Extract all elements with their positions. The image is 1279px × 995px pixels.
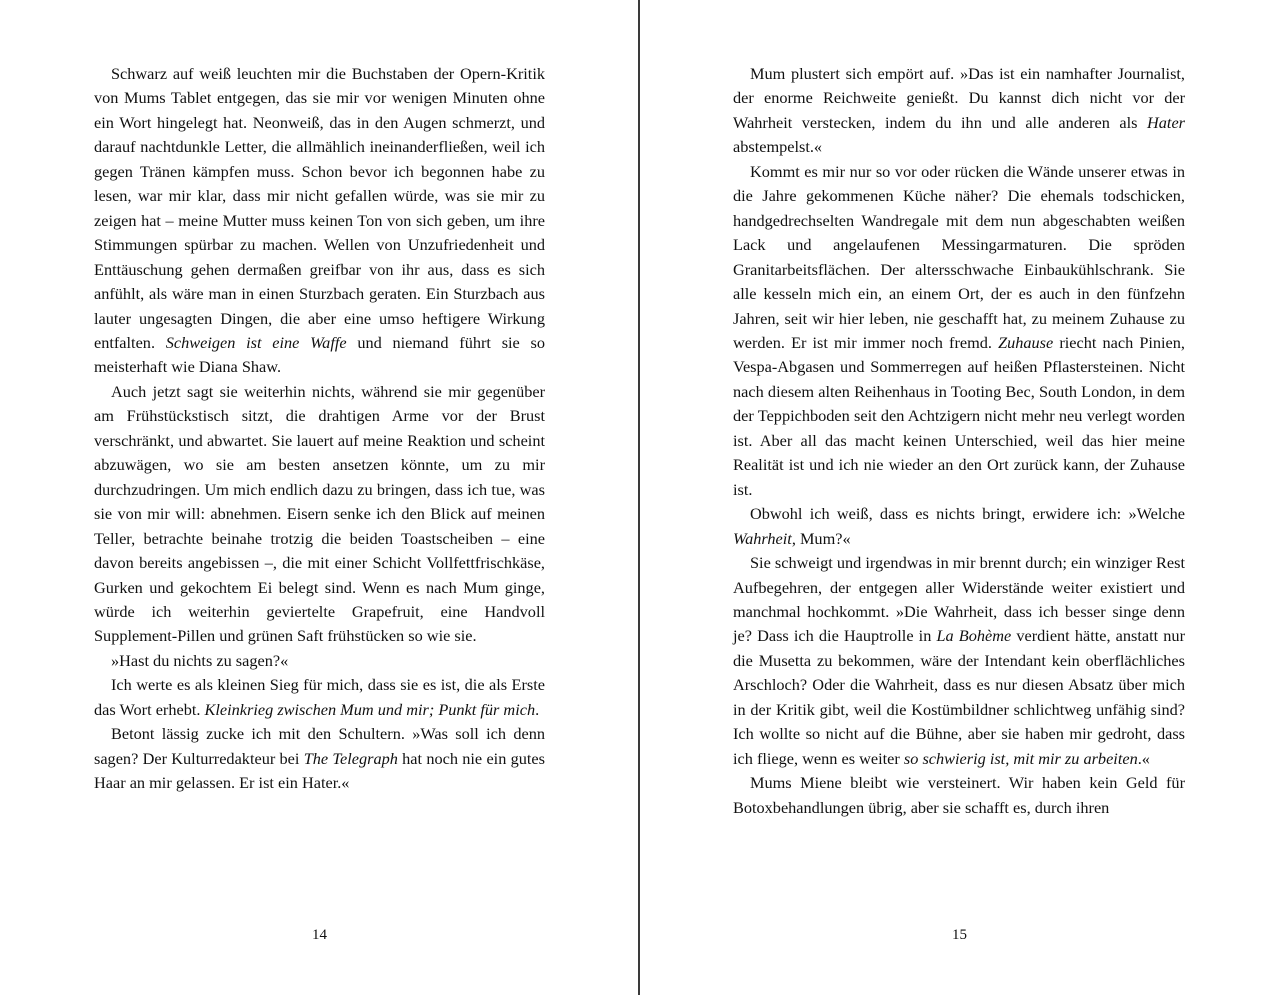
italic-text-run: The Telegraph <box>303 748 398 768</box>
text-run: verdient hätte, anstatt nur die Musetta zu bekommen, wäre der Intendant kein oberflächliches Arschloch? Oder die Wahrheit, dass es nur diesen Absatz über mich in der Kritik gibt, weil die Kostümbildner schlichtweg unfähig sind? Ich wollte so nicht auf die Bühne, aber sie haben mir gedroht, dass ich fliege, wenn es weiter <box>733 626 1185 768</box>
paragraph <box>94 649 545 673</box>
text-run: »Hast du nichts zu sagen?« <box>111 650 289 670</box>
italic-text-run: Kleinkrieg zwischen Mum und mir; Punkt für mich <box>204 699 536 719</box>
text-run: Ich werte es als kleinen Sieg für mich, dass sie es ist, die als Erste das Wort erhebt. <box>94 675 545 719</box>
text-run: Auch jetzt sagt sie weiterhin nichts, während sie mir gegenüber am Frühstückstisch sitzt, die drahtigen Arme vor der Brust verschränkt, und abwartet. Sie lauert auf meine Reaktion und scheint abzuwägen, wo sie am besten ansetzen könnte, um zu mir durchzudringen. Um mich endlich dazu zu bringen, dass ich tue, was sie von mir will: abnehmen. Eisern senke ich den Blick auf meinen Teller, betrachte beinahe trotzig die beiden Toastscheiben – eine davon bereits angebissen –, die mit einer Schicht Vollfettfrischkäse, Gurken und gekochtem Ei belegt sind. Wenn es nach Mum ginge, würde ich weiterhin geviertelte Grapefruit, eine Handvoll Supplement-Pillen und grünen Saft frühstücken so wie sie. <box>94 381 545 646</box>
text-run: Sie schweigt und irgendwas in mir brennt durch; ein winziger Rest Aufbegehren, der entgegen aller Widerstände weiter existiert und manchmal hochkommt. »Die Wahrheit, dass ich besser singe denn je? Dass ich die Hauptrolle in <box>733 553 1185 646</box>
text-run: Mums Miene bleibt wie versteinert. Wir haben kein Geld für Botoxbehandlungen übrig, aber sie schafft es, durch ihren <box>733 773 1185 817</box>
text-run: Betont lässig zucke ich mit den Schultern. »Was soll ich denn sagen? Der Kulturredakteur bei <box>94 724 545 768</box>
page-number-right: 15 <box>952 927 967 943</box>
paragraph <box>733 551 1185 771</box>
text-run: Obwohl ich weiß, dass es nichts bringt, erwidere ich: »Welche <box>750 504 1185 524</box>
left-page <box>0 0 639 995</box>
right-page <box>640 0 1279 995</box>
text-run: abstempelst.« <box>733 137 823 157</box>
italic-text-run: so schwierig ist, mit mir zu arbeiten <box>903 748 1138 768</box>
right-page-text <box>733 62 1185 820</box>
text-run: . <box>535 699 540 719</box>
paragraph <box>94 673 545 722</box>
text-run: .« <box>1137 748 1150 768</box>
paragraph <box>733 771 1185 820</box>
text-run: Kommt es mir nur so vor oder rücken die Wände unserer etwas in die Jahre gekommenen Küche näher? Die ehemals todschicken, handgedrechselten Wandregale mit dem nun abgeschabten weißen Lack und angelaufenen Messingarmaturen. Die spröden Granitarbeitsflächen. Der altersschwache Einbaukühlschrank. Sie alle kesseln mich ein, an einem Ort, der es auch in den fünfzehn Jahren, seit wir hier leben, nie geschafft hat, zu meinem Zuhause zu werden. Er ist mir immer noch fremd. <box>733 161 1185 352</box>
italic-text-run: Schweigen ist eine Waffe <box>165 332 347 352</box>
paragraph <box>94 62 545 380</box>
paragraph <box>733 62 1185 160</box>
text-run: riecht nach Pinien, Vespa-Abgasen und Sommerregen auf heißen Pflastersteinen. Nicht nach diesem alten Reihenhaus in Tooting Bec, South London, in dem der Teppichboden seit den Achtzigern nicht mehr neu verlegt worden ist. Aber all das macht keinen Unterschied, weil das hier meine Realität ist und ich nie wieder an den Ort zurück kann, der Zuhause ist. <box>733 332 1185 499</box>
text-run: hat noch nie ein gutes Haar an mir gelassen. Er ist ein Hater.« <box>94 748 545 793</box>
paragraph <box>94 722 545 795</box>
paragraph <box>94 380 545 649</box>
page-number-left: 14 <box>312 927 327 943</box>
text-run: Mum plustert sich empört auf. »Das ist ein namhafter Journalist, der enorme Reichweite genießt. Du kannst dich nicht vor der Wahrheit verstecken, indem du ihn und alle anderen als <box>733 64 1185 132</box>
text-run: Schwarz auf weiß leuchten mir die Buchstaben der Opern-Kritik von Mums Tablet entgegen, das sie mir vor wenigen Minuten ohne ein Wort hingelegt hat. Neonweiß, das in den Augen schmerzt, und darauf nachtdunkle Letter, die allmählich ineinanderfließen, weil ich gegen Tränen kämpfen muss. Schon bevor ich begonnen habe zu lesen, war mir klar, dass mir nicht gefallen würde, was sie mir zu zeigen hat – meine Mutter muss keinen Ton von sich geben, um ihre Stimmungen spürbar zu machen. Wellen von Unzufriedenheit und Enttäuschung gehen dermaßen greifbar von ihr aus, dass es sich anfühlt, als wäre man in einen Sturzbach geraten. Ein Sturzbach aus lauter ungesagten Dingen, die aber eine umso heftigere Wirkung entfalten. <box>94 64 545 352</box>
paragraph <box>733 502 1185 551</box>
italic-text-run: Wahrheit <box>733 528 792 548</box>
italic-text-run: La Bohème <box>936 626 1012 646</box>
italic-text-run: Zuhause <box>998 332 1054 352</box>
text-run: , Mum?« <box>791 528 851 548</box>
paragraph <box>733 160 1185 502</box>
left-page-text <box>94 62 545 796</box>
italic-text-run: Hater <box>1147 112 1185 132</box>
text-run: und niemand führt sie so meisterhaft wie Diana Shaw. <box>94 332 545 377</box>
